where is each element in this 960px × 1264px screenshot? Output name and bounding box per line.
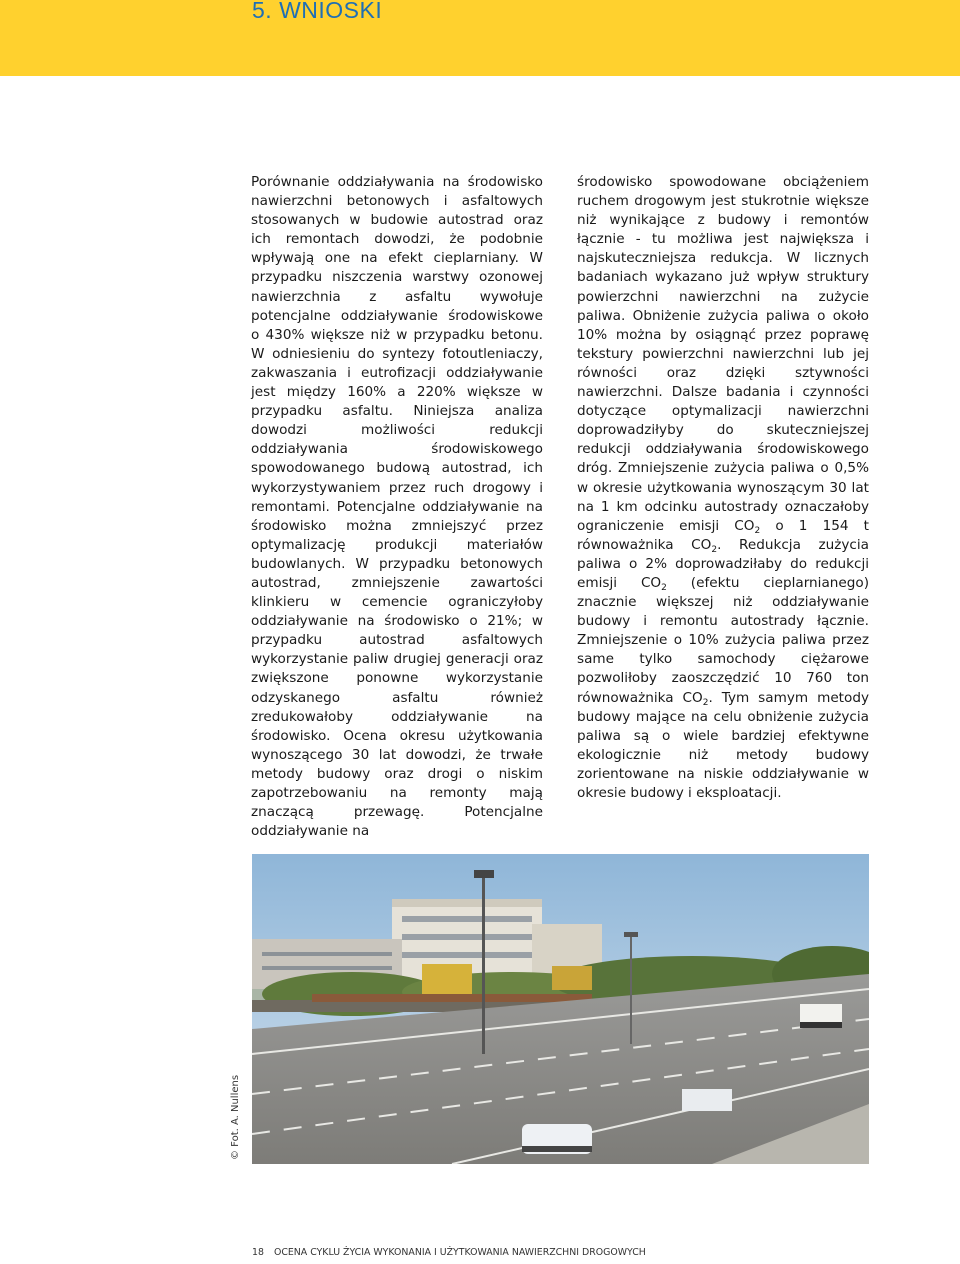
highway-photo <box>252 854 869 1164</box>
page-number: 18 <box>252 1247 264 1258</box>
body-paragraph-left: Porównanie oddziaływania na środowisko nawierzchni betonowych i asfaltowych stosowanych w budowie autostrad oraz ich remontach dowodzi, że podobnie wpływają one na efekt cieplarniany. W przypadku niszczenia warstwy ozonowej nawierzchnia z asfaltu wywołuje potencjalne oddziaływanie środowiskowe o 430% większe niż w przypadku betonu. W odniesieniu do syntezy fotoutleniaczy, zakwaszania i eutrofizacji oddziaływanie jest między 160% a 220% większe w przypadku asfaltu. Niniejsza analiza dowodzi możliwości redukcji oddziaływania środowiskowego spowodowanego budową autostrad, ich wykorzystywaniem przez ruch drogowy i remontami. Potencjalne oddziaływanie na środowisko można zmniejszyć przez optymalizację produkcji materiałów budowlanych. W przypadku betonowych autostrad, zmniejszenie zawartości klinkieru w cemencie ograniczyłoby oddziaływanie na środowisko o 21%; w przypadku autostrad asfaltowych wykorzystanie paliw drugiej generacji oraz zwiększone ponowne wykorzystanie odzyskanego asfaltu również zredukowałoby oddziaływanie na środowisko. Ocena okresu użytkowania wynoszącego 30 lat dowodzi, że trwałe metody budowy oraz drogi o niskim zapotrzebowaniu na remonty mają znaczącą przewagę. Potencjalne oddziaływanie na <box>251 174 543 840</box>
running-title: OCENA CYKLU ŻYCIA WYKONANIA I UŻYTKOWANIA NAWIERZCHNI DROGOWYCH <box>273 1247 646 1258</box>
section-title: 5. WNIOSKI <box>252 0 383 23</box>
photo-credit: © Fot. A. Nullens <box>230 1074 241 1160</box>
text-column-left <box>251 173 543 841</box>
body-paragraph-right: środowisko spowodowane obciążeniem ruchem drogowym jest stukrotnie większe niż wynikające z budowy i remontów łącznie - tu możliwa jest największa i najskuteczniejsza redukcja. W licznych badaniach wykazano już wpływ struktury powierzchni nawierzchni na zużycie paliwa. Obniżenie zużycia paliwa o około 10% można by osiągnąć przez poprawę tekstury powierzchni nawierzchni lub jej równości oraz dzięki sztywności nawierzchni. Dalsze badania i czynności dotyczące optymalizacji nawierzchni doprowadziłyby do skuteczniejszej redukcji oddziaływania środowiskowego dróg. Zmniejszenie zużycia paliwa o 0,5% w okresie użytkowania wynoszącym 30 lat na 1 km odcinku autostrady oznaczałoby ograniczenie emisji $CO_2$ o 1 154 t równoważnika $CO_2$. Redukcja zużycia paliwa o 2% doprowadziłaby do redukcji emisji $CO_2$ (efektu cieplarnianego) znacznie większej niż oddziaływanie budowy i remontu autostrady łącznie. Zmniejszenie o 10% zużycia paliwa przez same tylko samochody ciężarowe pozwoliłoby zaoszczędzić 10 760 ton równoważnika $CO_2$. Tym samym metody budowy mające na celu obniżenie zużycia paliwa są o wiele bardziej efektywne ekologicznie niż metody budowy zorientowane na niskie oddziaływanie w okresie budowy i eksploatacji. <box>577 174 870 801</box>
page-footer <box>252 1247 646 1258</box>
text-column-right <box>577 173 869 803</box>
header-band <box>0 0 960 76</box>
